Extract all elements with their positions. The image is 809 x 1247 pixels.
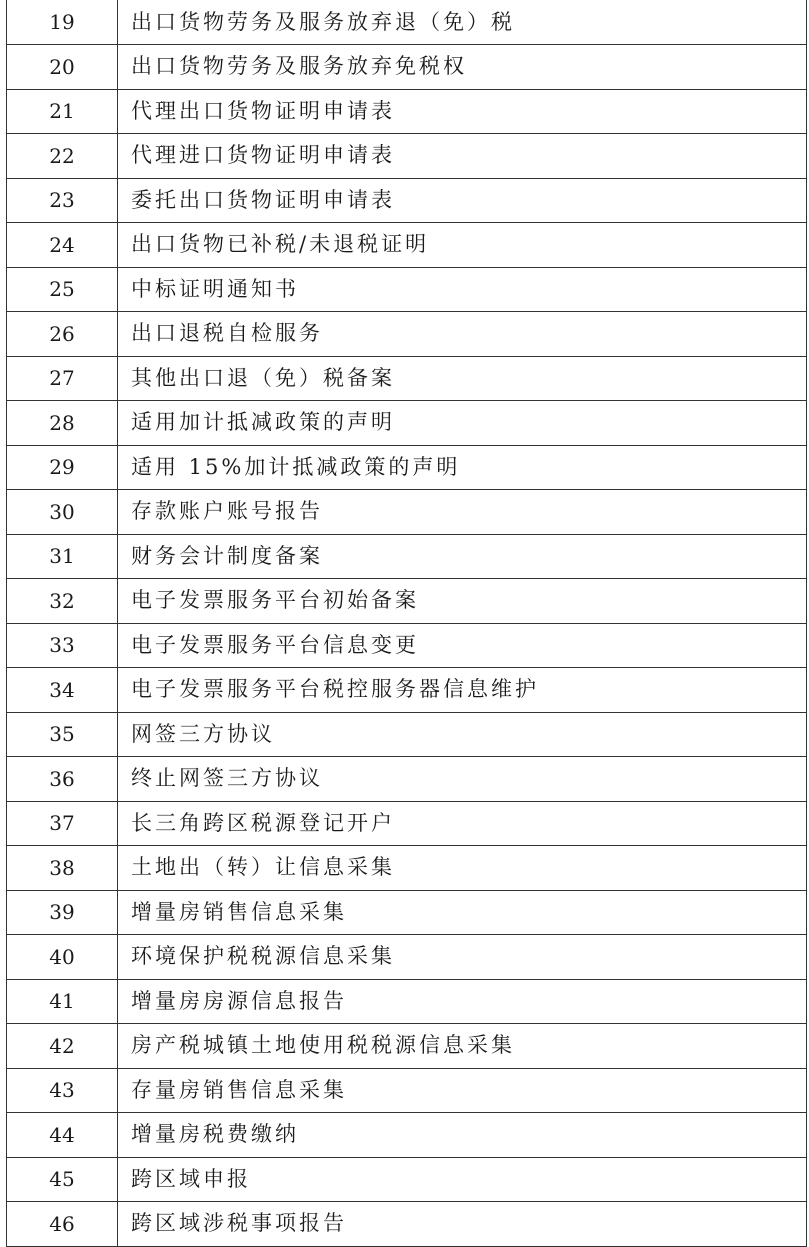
row-number-cell: 40 bbox=[7, 935, 118, 980]
table-row bbox=[7, 0, 807, 45]
table-body bbox=[7, 0, 807, 1246]
item-name-cell: 长三角跨区税源登记开户 bbox=[118, 801, 807, 846]
row-number-cell: 24 bbox=[7, 223, 118, 268]
row-number-cell: 19 bbox=[7, 0, 118, 45]
item-name-cell: 适用 15%加计抵减政策的声明 bbox=[118, 445, 807, 490]
item-name-cell: 跨区域申报 bbox=[118, 1157, 807, 1202]
table-row bbox=[7, 890, 807, 935]
row-number-cell: 22 bbox=[7, 134, 118, 179]
item-name-cell: 网签三方协议 bbox=[118, 712, 807, 757]
table-row bbox=[7, 490, 807, 535]
table-row bbox=[7, 134, 807, 179]
row-number-cell: 35 bbox=[7, 712, 118, 757]
table-row bbox=[7, 1068, 807, 1113]
item-name-cell: 适用加计抵减政策的声明 bbox=[118, 401, 807, 446]
item-name-cell: 土地出（转）让信息采集 bbox=[118, 846, 807, 891]
table-row bbox=[7, 178, 807, 223]
row-number-cell: 27 bbox=[7, 356, 118, 401]
row-number-cell: 23 bbox=[7, 178, 118, 223]
table-row bbox=[7, 801, 807, 846]
item-name-cell: 委托出口货物证明申请表 bbox=[118, 178, 807, 223]
table-row bbox=[7, 668, 807, 713]
table-row bbox=[7, 579, 807, 624]
item-name-cell: 终止网签三方协议 bbox=[118, 757, 807, 802]
item-name-cell: 电子发票服务平台信息变更 bbox=[118, 623, 807, 668]
item-name-cell: 跨区域涉税事项报告 bbox=[118, 1202, 807, 1247]
row-number-cell: 39 bbox=[7, 890, 118, 935]
item-name-cell: 电子发票服务平台税控服务器信息维护 bbox=[118, 668, 807, 713]
row-number-cell: 37 bbox=[7, 801, 118, 846]
table-row bbox=[7, 356, 807, 401]
item-name-cell: 中标证明通知书 bbox=[118, 267, 807, 312]
item-name-cell: 增量房房源信息报告 bbox=[118, 979, 807, 1024]
table-row bbox=[7, 712, 807, 757]
item-name-cell: 出口货物劳务及服务放弃退（免）税 bbox=[118, 0, 807, 45]
row-number-cell: 28 bbox=[7, 401, 118, 446]
item-name-cell: 代理出口货物证明申请表 bbox=[118, 89, 807, 134]
item-name-cell: 增量房销售信息采集 bbox=[118, 890, 807, 935]
table-row bbox=[7, 312, 807, 357]
table-row bbox=[7, 1157, 807, 1202]
row-number-cell: 20 bbox=[7, 45, 118, 90]
table-row bbox=[7, 89, 807, 134]
table-row bbox=[7, 45, 807, 90]
table-row bbox=[7, 267, 807, 312]
row-number-cell: 29 bbox=[7, 445, 118, 490]
row-number-cell: 33 bbox=[7, 623, 118, 668]
row-number-cell: 45 bbox=[7, 1157, 118, 1202]
table-row bbox=[7, 623, 807, 668]
row-number-cell: 21 bbox=[7, 89, 118, 134]
row-number-cell: 44 bbox=[7, 1113, 118, 1158]
row-number-cell: 34 bbox=[7, 668, 118, 713]
table-row bbox=[7, 223, 807, 268]
service-items-table bbox=[6, 0, 807, 1247]
row-number-cell: 31 bbox=[7, 534, 118, 579]
row-number-cell: 41 bbox=[7, 979, 118, 1024]
item-name-cell: 财务会计制度备案 bbox=[118, 534, 807, 579]
row-number-cell: 30 bbox=[7, 490, 118, 535]
item-name-cell: 房产税城镇土地使用税税源信息采集 bbox=[118, 1024, 807, 1069]
table-row bbox=[7, 1202, 807, 1247]
row-number-cell: 26 bbox=[7, 312, 118, 357]
table-row bbox=[7, 935, 807, 980]
table-row bbox=[7, 846, 807, 891]
table-row bbox=[7, 757, 807, 802]
row-number-cell: 38 bbox=[7, 846, 118, 891]
row-number-cell: 32 bbox=[7, 579, 118, 624]
item-name-cell: 增量房税费缴纳 bbox=[118, 1113, 807, 1158]
item-name-cell: 出口货物劳务及服务放弃免税权 bbox=[118, 45, 807, 90]
item-name-cell: 环境保护税税源信息采集 bbox=[118, 935, 807, 980]
row-number-cell: 46 bbox=[7, 1202, 118, 1247]
document-page bbox=[6, 0, 806, 1247]
table-row bbox=[7, 979, 807, 1024]
row-number-cell: 42 bbox=[7, 1024, 118, 1069]
item-name-cell: 存量房销售信息采集 bbox=[118, 1068, 807, 1113]
table-row bbox=[7, 1024, 807, 1069]
row-number-cell: 43 bbox=[7, 1068, 118, 1113]
row-number-cell: 36 bbox=[7, 757, 118, 802]
table-row bbox=[7, 445, 807, 490]
table-row bbox=[7, 534, 807, 579]
item-name-cell: 存款账户账号报告 bbox=[118, 490, 807, 535]
item-name-cell: 出口退税自检服务 bbox=[118, 312, 807, 357]
item-name-cell: 电子发票服务平台初始备案 bbox=[118, 579, 807, 624]
table-row bbox=[7, 401, 807, 446]
row-number-cell: 25 bbox=[7, 267, 118, 312]
item-name-cell: 出口货物已补税/未退税证明 bbox=[118, 223, 807, 268]
table-row bbox=[7, 1113, 807, 1158]
item-name-cell: 代理进口货物证明申请表 bbox=[118, 134, 807, 179]
item-name-cell: 其他出口退（免）税备案 bbox=[118, 356, 807, 401]
